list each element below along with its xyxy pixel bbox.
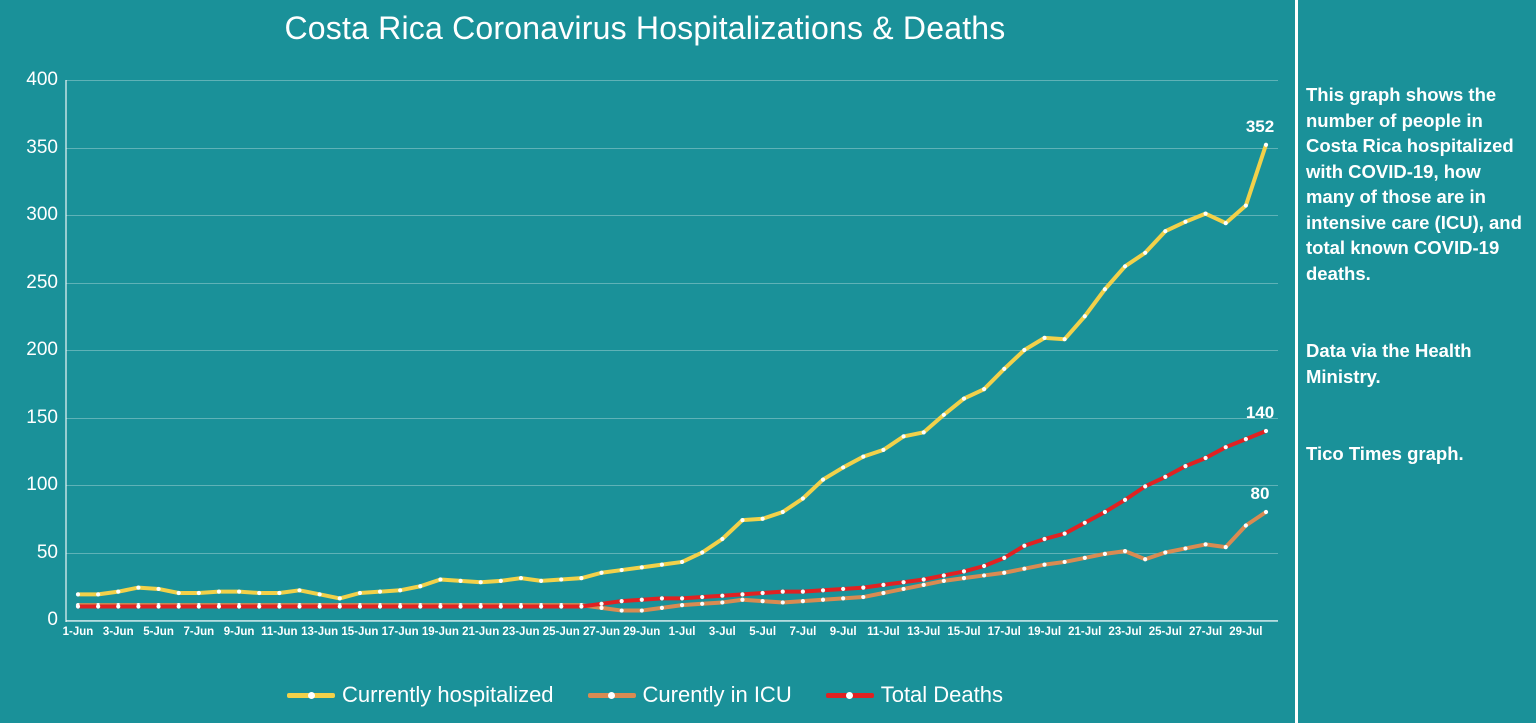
series-marker — [1264, 429, 1268, 433]
series-line — [78, 512, 1266, 611]
series-lines — [66, 80, 1278, 620]
series-marker — [156, 587, 160, 591]
x-axis-tick-label: 13-​Jun — [301, 626, 339, 638]
series-marker — [1163, 229, 1167, 233]
series-marker — [761, 517, 765, 521]
series-marker — [237, 604, 241, 608]
series-marker — [297, 588, 301, 592]
series-marker — [136, 604, 140, 608]
series-marker — [539, 604, 543, 608]
series-marker — [539, 579, 543, 583]
series-marker — [1063, 337, 1067, 341]
series-marker — [418, 584, 422, 588]
series-marker — [1224, 221, 1228, 225]
series-marker — [579, 576, 583, 580]
series-marker — [76, 604, 80, 608]
series-marker — [1203, 456, 1207, 460]
series-marker — [801, 599, 805, 603]
series-marker — [801, 590, 805, 594]
series-marker — [962, 569, 966, 573]
series-marker — [740, 592, 744, 596]
series-marker — [680, 596, 684, 600]
series-marker — [136, 586, 140, 590]
series-end-value-label: 80 — [1250, 484, 1270, 503]
series-marker — [418, 604, 422, 608]
legend-item[interactable] — [287, 682, 554, 708]
x-axis-tick-label: 9-​Jul — [829, 626, 857, 638]
series-marker — [1163, 550, 1167, 554]
series-marker — [901, 580, 905, 584]
series-marker — [217, 604, 221, 608]
series-marker — [740, 518, 744, 522]
series-marker — [479, 580, 483, 584]
series-marker — [519, 576, 523, 580]
series-marker — [438, 577, 442, 581]
series-marker — [942, 579, 946, 583]
side-panel-description: This graph shows the number of people in Costa Rica hospitalized with COVID-19, how many of those are in intensive care (ICU), and total known COVID-19 deaths. — [1306, 84, 1522, 284]
x-axis-tick-label: 3-​Jul — [708, 626, 736, 638]
series-marker — [338, 604, 342, 608]
series-marker — [599, 606, 603, 610]
series-marker — [640, 565, 644, 569]
chart-title: Costa Rica Coronavirus Hospitalizations & Deaths — [284, 10, 1006, 46]
side-panel-credit: Tico Times graph. — [1306, 443, 1464, 464]
series-marker — [1244, 523, 1248, 527]
series-marker — [277, 591, 281, 595]
series-marker — [1002, 556, 1006, 560]
series-marker — [700, 602, 704, 606]
series-marker — [901, 587, 905, 591]
series-marker — [579, 604, 583, 608]
series-marker — [156, 604, 160, 608]
series-marker — [922, 577, 926, 581]
series-marker — [700, 550, 704, 554]
series-marker — [1083, 521, 1087, 525]
y-axis-tick-label: 50 — [36, 541, 58, 563]
series-marker — [378, 604, 382, 608]
legend-swatch — [287, 693, 335, 698]
y-axis-tick-label: 250 — [26, 271, 58, 293]
series-marker — [841, 596, 845, 600]
series-marker — [318, 604, 322, 608]
series-marker — [1143, 484, 1147, 488]
x-axis-tick-label: 1-​Jun — [62, 626, 94, 638]
x-axis-tick-label: 25-​Jul — [1148, 626, 1182, 638]
series-marker — [660, 563, 664, 567]
series-marker — [680, 603, 684, 607]
series-marker — [338, 596, 342, 600]
series-marker — [599, 571, 603, 575]
series-marker — [1203, 212, 1207, 216]
x-axis-tick-label: 21-​Jul — [1068, 626, 1102, 638]
series-marker — [1163, 475, 1167, 479]
x-axis-tick-label: 15-​Jul — [947, 626, 981, 638]
series-marker — [1183, 220, 1187, 224]
series-marker — [1103, 510, 1107, 514]
series-marker — [1022, 348, 1026, 352]
y-axis-tick-label: 200 — [26, 339, 58, 360]
x-axis-tick-label: 5-​Jun — [143, 626, 174, 638]
series-marker — [76, 592, 80, 596]
series-marker — [358, 591, 362, 595]
series-marker — [861, 595, 865, 599]
series-marker — [559, 577, 563, 581]
series-marker — [781, 590, 785, 594]
series-marker — [660, 606, 664, 610]
series-marker — [398, 604, 402, 608]
series-marker — [559, 604, 563, 608]
x-axis-tick-label: 23-​Jul — [1108, 626, 1142, 638]
series-marker — [680, 560, 684, 564]
series-marker — [1042, 537, 1046, 541]
y-axis-tick-label: 400 — [26, 69, 58, 90]
series-marker — [1264, 510, 1268, 514]
x-axis-tick-label: 27-​Jul — [1188, 626, 1223, 638]
x-axis-tick-label: 13-​Jul — [907, 626, 941, 638]
series-marker — [881, 583, 885, 587]
series-marker — [116, 590, 120, 594]
series-marker — [1002, 367, 1006, 371]
series-line — [78, 145, 1266, 599]
series-marker — [962, 397, 966, 401]
series-marker — [1103, 287, 1107, 291]
y-axis-labels — [0, 69, 58, 630]
series-marker — [297, 604, 301, 608]
series-marker — [519, 604, 523, 608]
series-marker — [841, 465, 845, 469]
series-marker — [96, 604, 100, 608]
series-marker — [1022, 567, 1026, 571]
x-axis-tick-label: 7-​Jun — [183, 626, 215, 638]
series-marker — [700, 595, 704, 599]
x-axis-tick-label: 11-​Jul — [867, 626, 900, 638]
series-marker — [620, 608, 624, 612]
y-axis-tick-label: 0 — [47, 609, 58, 630]
x-axis-tick-label: 1-​Jul — [668, 626, 696, 638]
x-axis-tick-label: 5-​Jul — [749, 626, 777, 638]
legend-swatch — [588, 693, 636, 698]
series-marker — [1203, 542, 1207, 546]
x-axis-tick-label: 9-​Jun — [223, 626, 255, 638]
series-marker — [1123, 264, 1127, 268]
series-marker — [1183, 464, 1187, 468]
series-marker — [620, 568, 624, 572]
legend-item[interactable] — [588, 682, 792, 708]
series-marker — [1143, 557, 1147, 561]
y-axis-tick-label: 350 — [26, 136, 58, 158]
series-marker — [841, 587, 845, 591]
legend-swatch — [826, 693, 874, 698]
series-marker — [781, 600, 785, 604]
series-marker — [1083, 314, 1087, 318]
series-marker — [96, 592, 100, 596]
series-marker — [781, 510, 785, 514]
series-marker — [1063, 560, 1067, 564]
series-marker — [177, 604, 181, 608]
series-marker — [1123, 498, 1127, 502]
x-axis-tick-label: 23-​Jun — [502, 626, 540, 638]
series-marker — [1244, 437, 1248, 441]
series-line — [78, 431, 1266, 607]
series-marker — [177, 591, 181, 595]
series-marker — [499, 579, 503, 583]
series-marker — [479, 604, 483, 608]
series-marker — [881, 448, 885, 452]
series-marker — [861, 586, 865, 590]
y-axis-tick-label: 300 — [26, 204, 58, 225]
side-panel — [1306, 82, 1528, 493]
series-marker — [640, 598, 644, 602]
series-marker — [861, 455, 865, 459]
series-marker — [1143, 251, 1147, 255]
x-axis-tick-label: 19-​Jun — [421, 626, 459, 638]
series-marker — [982, 387, 986, 391]
series-marker — [740, 598, 744, 602]
series-marker — [458, 579, 462, 583]
gridline — [66, 620, 1278, 621]
series-marker — [358, 604, 362, 608]
y-axis-tick-label: 100 — [26, 474, 58, 495]
series-marker — [922, 430, 926, 434]
legend-label: Curently in ICU — [642, 682, 792, 707]
series-marker — [197, 604, 201, 608]
series-marker — [277, 604, 281, 608]
series-marker — [922, 583, 926, 587]
series-marker — [1042, 563, 1046, 567]
series-marker — [720, 600, 724, 604]
series-marker — [599, 602, 603, 606]
series-marker — [1264, 143, 1268, 147]
series-marker — [1022, 544, 1026, 548]
x-axis-tick-label: 27-​Jun — [582, 626, 621, 638]
series-marker — [1063, 532, 1067, 536]
series-marker — [982, 564, 986, 568]
series-marker — [1083, 556, 1087, 560]
panel-divider — [1295, 0, 1298, 723]
series-marker — [257, 591, 261, 595]
chart-legend — [0, 682, 1290, 708]
series-marker — [620, 599, 624, 603]
series-marker — [499, 604, 503, 608]
series-marker — [942, 413, 946, 417]
x-axis-tick-label: 29-​Jun — [623, 626, 661, 638]
side-panel-source: Data via the Health Ministry. — [1306, 340, 1472, 387]
series-marker — [378, 590, 382, 594]
series-marker — [237, 590, 241, 594]
series-marker — [720, 594, 724, 598]
series-marker — [217, 590, 221, 594]
series-marker — [1183, 546, 1187, 550]
series-marker — [660, 596, 664, 600]
legend-label: Currently hospitalized — [342, 682, 554, 707]
x-axis-tick-label: 17-​Jun — [381, 626, 419, 638]
series-marker — [821, 478, 825, 482]
legend-item[interactable] — [826, 682, 1003, 708]
series-marker — [257, 604, 261, 608]
series-marker — [821, 588, 825, 592]
series-marker — [901, 434, 905, 438]
series-marker — [962, 576, 966, 580]
series-marker — [197, 591, 201, 595]
legend-label: Total Deaths — [880, 682, 1003, 707]
series-marker — [821, 598, 825, 602]
x-axis-tick-label: 25-​Jun — [542, 626, 580, 638]
y-axis-tick-label: 150 — [26, 406, 58, 428]
series-marker — [761, 591, 765, 595]
series-marker — [458, 604, 462, 608]
series-end-value-label: 352 — [1245, 116, 1275, 136]
series-marker — [801, 496, 805, 500]
series-marker — [881, 591, 885, 595]
x-axis-tick-label: 3-​Jun — [102, 626, 134, 638]
x-axis-tick-label: 11-​Jun — [261, 626, 298, 638]
series-marker — [1042, 336, 1046, 340]
series-marker — [1244, 203, 1248, 207]
series-marker — [1103, 552, 1107, 556]
series-marker — [720, 537, 724, 541]
series-marker — [761, 599, 765, 603]
x-axis-tick-label: 17-​Jul — [987, 626, 1021, 638]
x-axis-tick-label: 7-​Jul — [789, 626, 817, 638]
x-axis-tick-label: 21-​Jun — [462, 626, 500, 638]
series-marker — [438, 604, 442, 608]
series-marker — [640, 608, 644, 612]
series-end-value-label: 140 — [1245, 403, 1275, 422]
series-marker — [1002, 571, 1006, 575]
series-marker — [116, 604, 120, 608]
x-axis-tick-label: 29-​Jul — [1229, 626, 1263, 638]
series-marker — [1123, 549, 1127, 553]
series-marker — [942, 573, 946, 577]
series-marker — [1224, 445, 1228, 449]
x-axis-labels — [62, 626, 1278, 672]
series-marker — [398, 588, 402, 592]
plot-area — [66, 80, 1278, 620]
series-marker — [1224, 545, 1228, 549]
x-axis-tick-label: 15-​Jun — [341, 626, 379, 638]
series-marker — [982, 573, 986, 577]
series-marker — [318, 592, 322, 596]
x-axis-tick-label: 19-​Jul — [1027, 626, 1062, 638]
